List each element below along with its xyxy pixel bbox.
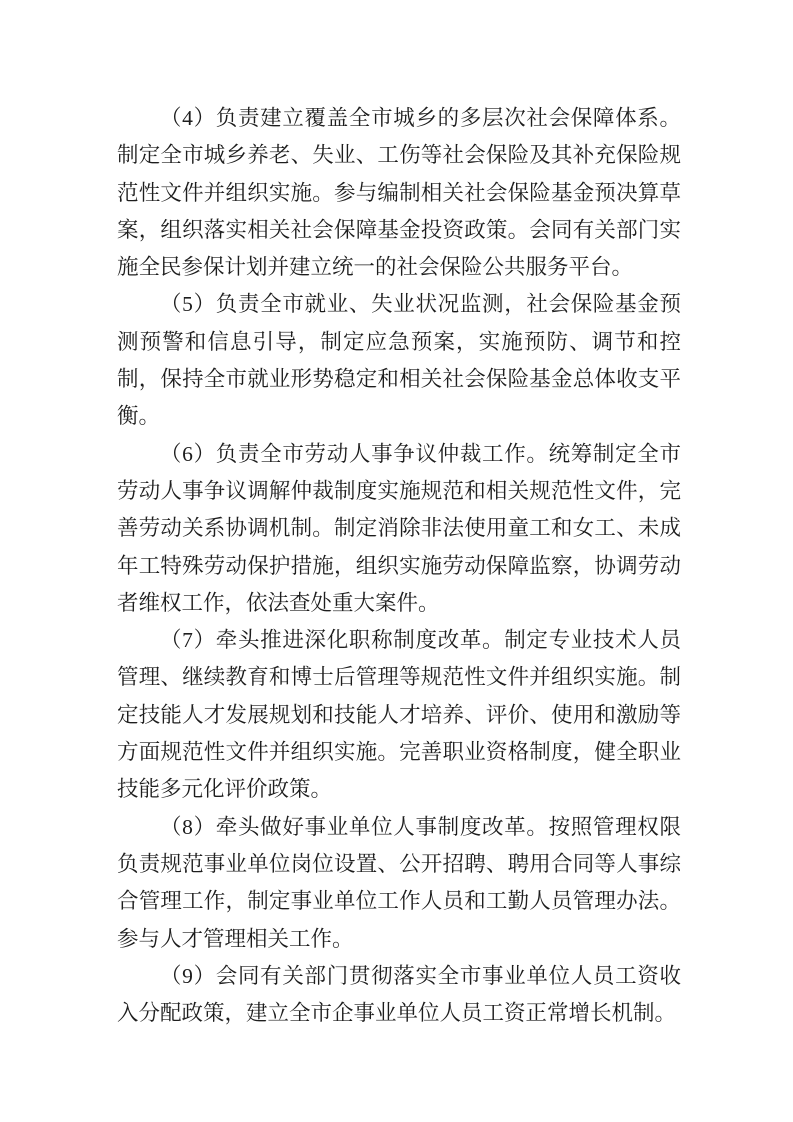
paragraph-clause-9: （9）会同有关部门贯彻落实全市事业单位人员工资收入分配政策，建立全市企事业单位人员工资正常增长机制。: [117, 963, 681, 1026]
paragraph-clause-8: （8）牵头做好事业单位人事制度改革。按照管理权限负责规范事业单位岗位设置、公开招聘、聘用合同等人事综合管理工作，制定事业单位工作人员和工勤人员管理办法。参与人才管理相关工作。: [117, 814, 681, 951]
paragraph-clause-6: （6）负责全市劳动人事争议仲裁工作。统筹制定全市劳动人事争议调解仲裁制度实施规范和相关规范性文件，完善劳动关系协调机制。制定消除非法使用童工和女工、未成年工特殊劳动保护措施，组织实施劳动保障监察，协调劳动者维权工作，依法查处重大案件。: [117, 441, 681, 615]
paragraph-clause-5: （5）负责全市就业、失业状况监测，社会保险基金预测预警和信息引导，制定应急预案，实施预防、调节和控制，保持全市就业形势稳定和相关社会保险基金总体收支平衡。: [117, 292, 681, 429]
paragraph-clause-7: （7）牵头推进深化职称制度改革。制定专业技术人员管理、继续教育和博士后管理等规范性文件并组织实施。制定技能人才发展规划和技能人才培养、评价、使用和激励等方面规范性文件并组织实施。完善职业资格制度，健全职业技能多元化评价政策。: [117, 628, 681, 802]
paragraph-clause-4: （4）负责建立覆盖全市城乡的多层次社会保障体系。制定全市城乡养老、失业、工伤等社会保险及其补充保险规范性文件并组织实施。参与编制相关社会保险基金预决算草案，组织落实相关社会保障基金投资政策。会同有关部门实施全民参保计划并建立统一的社会保险公共服务平台。: [117, 106, 681, 280]
document-body: [117, 100, 681, 1032]
